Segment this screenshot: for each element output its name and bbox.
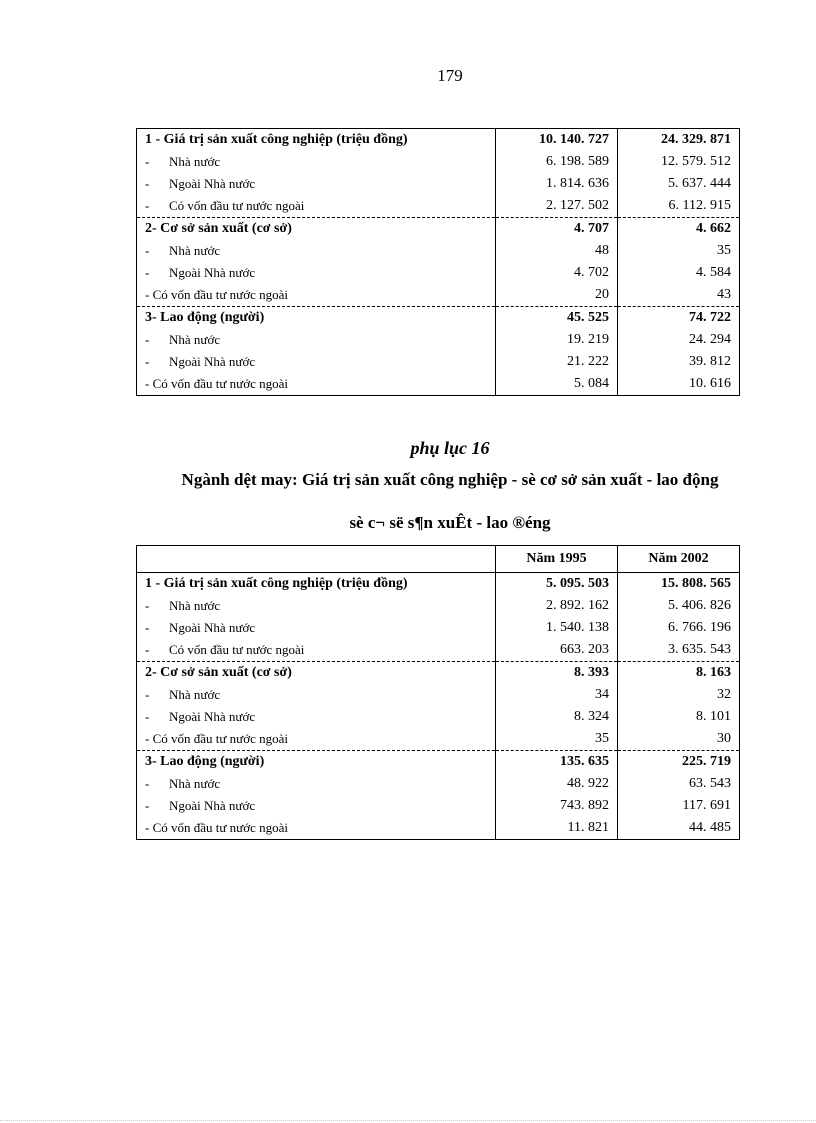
page-bottom-rule: [0, 1120, 816, 1121]
table-row: [137, 728, 740, 751]
value-year-2002: 44. 485: [618, 817, 740, 840]
appendix-subtitle: Ngành dệt may: Giá trị sản xuất công nghiệp - sè cơ sở sản xuất - lao động: [181, 470, 719, 489]
textile-table: [136, 545, 740, 840]
section-row: [137, 307, 740, 330]
appendix-garbled-line: sè c¬ së s¶n xuÊt - lao ®éng: [349, 513, 551, 532]
row-label: Nhà nước: [169, 687, 221, 702]
value-year-2002: 6. 766. 196: [618, 617, 740, 639]
row-dash: -: [145, 176, 150, 191]
value-year-1995: 34: [496, 684, 618, 706]
row-label: Nhà nước: [169, 154, 221, 169]
row-label: Ngoài Nhà nước: [169, 620, 256, 635]
value-year-1995: 663. 203: [496, 639, 618, 662]
row-label: Nhà nước: [169, 243, 221, 258]
value-year-2002: 117. 691: [618, 795, 740, 817]
value-year-2002: 3. 635. 543: [618, 639, 740, 662]
value-year-2002: 63. 543: [618, 773, 740, 795]
row-dash: -: [145, 620, 150, 635]
value-year-1995: 21. 222: [496, 351, 618, 373]
row-dash: -: [145, 154, 150, 169]
row-label-cell: [137, 639, 496, 662]
value-year-1995: 45. 525: [496, 307, 618, 330]
value-year-2002: 6. 112. 915: [618, 195, 740, 218]
row-label: Ngoài Nhà nước: [169, 265, 256, 280]
row-label: - Có vốn đầu tư nước ngoài: [145, 376, 288, 391]
row-label: Nhà nước: [169, 598, 221, 613]
value-year-2002: 74. 722: [618, 307, 740, 330]
value-year-1995: 5. 084: [496, 373, 618, 396]
table-row: [137, 617, 740, 639]
row-dash: -: [145, 332, 150, 347]
value-year-2002: 24. 294: [618, 329, 740, 351]
row-label-cell: [137, 129, 496, 152]
row-label-cell: [137, 817, 496, 840]
section-row: [137, 218, 740, 241]
header-label: [137, 546, 496, 573]
value-year-2002: 8. 163: [618, 662, 740, 685]
row-dash: -: [145, 776, 150, 791]
row-label-cell: [137, 573, 496, 596]
row-label: - Có vốn đầu tư nước ngoài: [145, 731, 288, 746]
value-year-2002: 4. 584: [618, 262, 740, 284]
row-label-cell: [137, 351, 496, 373]
value-year-2002: 39. 812: [618, 351, 740, 373]
value-year-1995: 4. 702: [496, 262, 618, 284]
table-row: [137, 795, 740, 817]
value-year-2002: 10. 616: [618, 373, 740, 396]
table-row: [137, 284, 740, 307]
section-row: [137, 662, 740, 685]
industry-table-1: [136, 128, 740, 396]
table-2-body: [137, 573, 740, 840]
row-label: Ngoài Nhà nước: [169, 354, 256, 369]
row-label-cell: [137, 240, 496, 262]
appendix-title: phụ lục 16: [410, 438, 490, 458]
row-label-cell: [137, 373, 496, 396]
row-label-cell: [137, 728, 496, 751]
page-number: 179: [437, 66, 463, 85]
row-label-cell: [137, 795, 496, 817]
value-year-2002: 43: [618, 284, 740, 307]
row-label: Ngoài Nhà nước: [169, 709, 256, 724]
value-year-1995: 1. 814. 636: [496, 173, 618, 195]
row-label: Nhà nước: [169, 332, 221, 347]
row-label: - Có vốn đầu tư nước ngoài: [145, 287, 288, 302]
row-label-cell: [137, 329, 496, 351]
value-year-1995: 5. 095. 503: [496, 573, 618, 596]
row-label: Ngoài Nhà nước: [169, 176, 256, 191]
row-label: 3- Lao động (người): [145, 754, 265, 769]
value-year-2002: 15. 808. 565: [618, 573, 740, 596]
value-year-1995: 2. 892. 162: [496, 595, 618, 617]
row-label: Nhà nước: [169, 776, 221, 791]
value-year-2002: 32: [618, 684, 740, 706]
row-dash: -: [145, 798, 150, 813]
row-dash: -: [145, 687, 150, 702]
row-label: 3- Lao động (người): [145, 310, 265, 325]
table-1-body: [137, 129, 740, 396]
row-dash: -: [145, 243, 150, 258]
value-year-1995: 20: [496, 284, 618, 307]
row-dash: -: [145, 598, 150, 613]
table-row: [137, 595, 740, 617]
table-row: [137, 706, 740, 728]
row-label: 1 - Giá trị sản xuất công nghiệp (triệu đồng): [145, 132, 408, 147]
value-year-2002: 35: [618, 240, 740, 262]
row-label-cell: [137, 617, 496, 639]
row-label-cell: [137, 595, 496, 617]
row-dash: -: [145, 354, 150, 369]
value-year-1995: 48: [496, 240, 618, 262]
value-year-1995: 19. 219: [496, 329, 618, 351]
section-row: [137, 573, 740, 596]
table-row: [137, 329, 740, 351]
table-row: [137, 684, 740, 706]
value-year-1995: 48. 922: [496, 773, 618, 795]
row-label-cell: [137, 684, 496, 706]
value-year-1995: 8. 393: [496, 662, 618, 685]
table-row: [137, 262, 740, 284]
row-label-cell: [137, 151, 496, 173]
table-row: [137, 773, 740, 795]
row-label: Có vốn đầu tư nước ngoài: [169, 198, 305, 213]
table-header-row: [137, 546, 740, 573]
value-year-1995: 135. 635: [496, 751, 618, 774]
table-row: [137, 151, 740, 173]
table-row: [137, 373, 740, 396]
header-year-1995: Năm 1995: [496, 546, 618, 573]
value-year-2002: 225. 719: [618, 751, 740, 774]
value-year-1995: 2. 127. 502: [496, 195, 618, 218]
row-label: - Có vốn đầu tư nước ngoài: [145, 820, 288, 835]
value-year-1995: 8. 324: [496, 706, 618, 728]
value-year-2002: 8. 101: [618, 706, 740, 728]
table-row: [137, 351, 740, 373]
table-row: [137, 173, 740, 195]
value-year-2002: 5. 637. 444: [618, 173, 740, 195]
row-dash: -: [145, 198, 150, 213]
value-year-1995: 4. 707: [496, 218, 618, 241]
value-year-2002: 4. 662: [618, 218, 740, 241]
header-year-2002: Năm 2002: [618, 546, 740, 573]
table-row: [137, 240, 740, 262]
row-dash: -: [145, 642, 150, 657]
row-label-cell: [137, 218, 496, 241]
table-row: [137, 817, 740, 840]
value-year-1995: 1. 540. 138: [496, 617, 618, 639]
row-label-cell: [137, 706, 496, 728]
value-year-1995: 11. 821: [496, 817, 618, 840]
table-row: [137, 639, 740, 662]
value-year-1995: 10. 140. 727: [496, 129, 618, 152]
value-year-1995: 6. 198. 589: [496, 151, 618, 173]
row-label: 1 - Giá trị sản xuất công nghiệp (triệu đồng): [145, 576, 408, 591]
row-dash: -: [145, 265, 150, 280]
value-year-1995: 743. 892: [496, 795, 618, 817]
row-label-cell: [137, 195, 496, 218]
row-label-cell: [137, 662, 496, 685]
table-row: [137, 195, 740, 218]
row-label: Ngoài Nhà nước: [169, 798, 256, 813]
value-year-1995: 35: [496, 728, 618, 751]
value-year-2002: 5. 406. 826: [618, 595, 740, 617]
row-label-cell: [137, 262, 496, 284]
section-row: [137, 751, 740, 774]
row-label-cell: [137, 284, 496, 307]
value-year-2002: 12. 579. 512: [618, 151, 740, 173]
row-label-cell: [137, 751, 496, 774]
row-label: 2- Cơ sở sản xuất (cơ sở): [145, 665, 292, 680]
row-label-cell: [137, 173, 496, 195]
value-year-2002: 30: [618, 728, 740, 751]
row-label-cell: [137, 307, 496, 330]
section-row: [137, 129, 740, 152]
row-label-cell: [137, 773, 496, 795]
row-label: 2- Cơ sở sản xuất (cơ sở): [145, 221, 292, 236]
row-dash: -: [145, 709, 150, 724]
row-label: Có vốn đầu tư nước ngoài: [169, 642, 305, 657]
value-year-2002: 24. 329. 871: [618, 129, 740, 152]
